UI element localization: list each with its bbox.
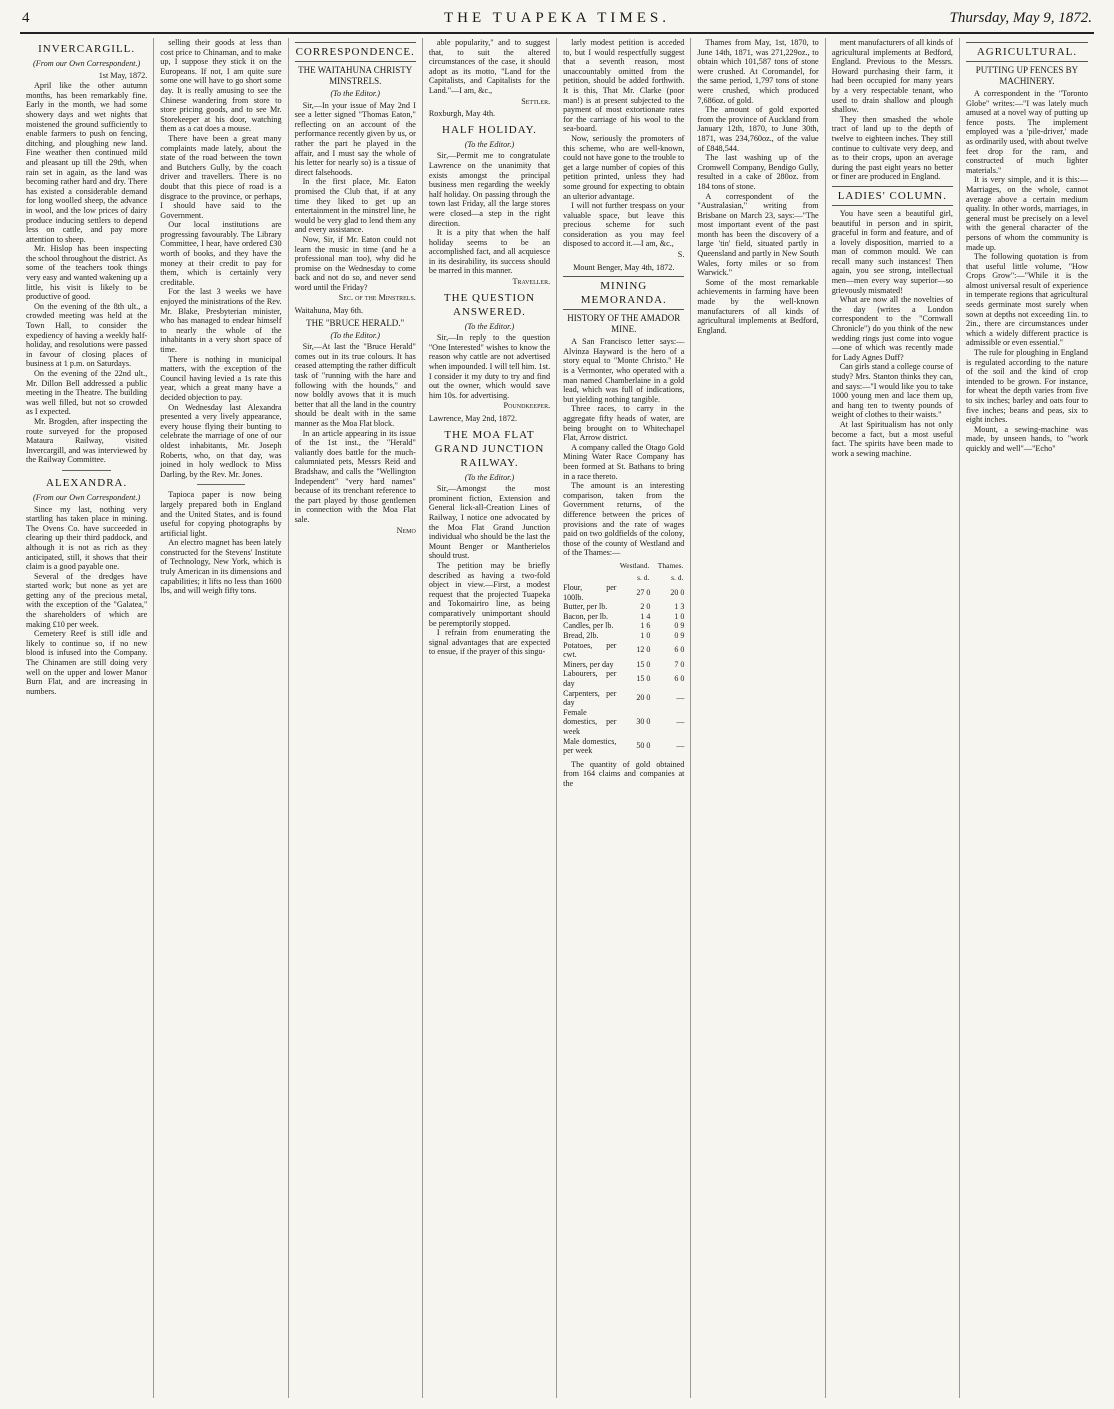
article-heading: ALEXANDRA. <box>46 476 128 489</box>
article-heading: INVERCARGILL. <box>38 43 136 55</box>
paragraph: It is a pity that when the half holiday seems to be an accomplished fact, and all acquiesce in its desirability, its success should be marred in this manner. <box>428 228 551 276</box>
paragraph: What are now all the novelties of the day (writes a London correspondent to the "Cornwall Chronicle") do you think of the new wedding rings just come into vogue—one of which was recently made for Lady Agnes Duff? <box>831 295 953 362</box>
table-cell-item: Female domestics, per week <box>563 707 617 736</box>
table-cell-price: 1 0 <box>674 611 685 621</box>
table-unit <box>563 572 616 584</box>
byline: (From our Own Correspondent.) <box>33 59 141 68</box>
column-1 <box>20 38 154 1398</box>
paragraph: April like the other autumn months, has been remarkably fine. Early in the month, we had some showery days and wet nights that moistened the ground sufficiently to enable farmers to push on fencing, ditching, and ploughing new land. Fine weather then continued mild and pleasant up till the 29th, when rain set in again, as the land was becoming rather hard and dry. There has existed a considerable demand for long woolled sheep, the advance in wool, and the low prices of dairy produce inducing settlers to depend less on cattle, and pay more attention to sheep. <box>26 81 148 244</box>
table-cell-item: Male domestics, per week <box>563 736 617 756</box>
table-cell-item: Potatoes, per cwt. <box>563 640 617 660</box>
table-cell-price: 0 9 <box>674 631 685 641</box>
paragraph: Thames from May, 1st, 1870, to June 14th, 1871, was 271,229oz., to obtain which 101,587 tons of stone were crushed. At Coromandel, for the same period, 1,797 tons of stone were crushed, which produced 7,686oz. of gold. <box>697 38 819 105</box>
paragraph: Sir,—In reply to the question "One Interested" wishes to know the reason why cattle are not advertised when impounded. I will tell him. 1st. I consider it my duty to try and find out the owner, which would save him 10s. for advertising. <box>428 333 551 400</box>
paragraph: The amount is an interesting comparison, taken from the Government returns, of the difference between the prices of provisions and the rate of wages paid on two goldfields of the colony, those of the county of Westland and of the Thames:— <box>563 481 685 558</box>
paragraph: At last Spiritualism has not only become a fact, but a most useful fact. The spirits have been made to work a sewing machine. <box>831 419 953 458</box>
paragraph: Since my last, nothing very startling has taken place in mining. The Ovens Co. have succeeded in clearing up their third paddock, and although it is not as rich as they anticipated, still, it shows that their claim is a good payable one. <box>26 504 148 572</box>
section-heading: CORRESPONDENCE. <box>295 42 416 62</box>
table-cell-price: 15 0 <box>636 659 651 669</box>
paragraph: ment manufacturers of all kinds of agricultural implements at Bedford, England. Previous to the Messrs. Howard purchasing their farm, it had been occupied for many years by a very respectable tenant, who used to drain shallow and plough shallow. <box>831 38 953 115</box>
letter-title: THE "BRUCE HERALD." <box>306 317 405 328</box>
paragraph: You have seen a beautiful girl, beautiful in person and in spirit, graceful in form and feature, and of a lovely disposition, married to a man of common mould. We can recall many such instances! Then again, you see strong, intellectual men—men every way superior—so grievously mismated! <box>831 208 953 295</box>
table-header: Thames. <box>657 560 684 570</box>
dateline: 1st May, 1872. <box>98 70 148 80</box>
table-cell-item: Miners, per day <box>563 659 614 669</box>
to-editor: (To the Editor.) <box>330 330 380 340</box>
paragraph: There is nothing in municipal matters, with the exception of the Council having levied a 1s rate this year, which a great many have a decided objection to pay. <box>160 354 282 402</box>
paragraph: A correspondent in the "Toronto Globe" writes:—"I was lately much amused at a novel way of putting up fence posts. The implement employed was a 'pile-driver,' made as ordinarily used, with about twelve feet drop for the ram, and constructed of much lighter materials." <box>965 89 1088 175</box>
table-cell-price: 15 0 <box>636 674 651 684</box>
paragraph: Mr. Hislop has been inspecting the school throughout the district. As some of the teachers took things very easy and wanted wakening up a little, his visit is likely to be productive of good. <box>26 244 148 302</box>
paragraph: Our local institutions are progressing favourably. The Library Committee, I hear, have ordered £30 worth of books, and they have the money at their credit to pay for them, which is certainly very creditable. <box>160 220 282 287</box>
paragraph: The last washing up of the Cromwell Company, Bendigo Gully, resulted in a cake of 280oz. from 184 tons of stone. <box>697 153 819 191</box>
to-editor: (To the Editor.) <box>464 472 515 482</box>
paragraph: Mr. Brogden, after inspecting the route surveyed for the proposed Mataura Railway, visited Invercargill, and was interviewed by the Railway Committee. <box>26 416 148 465</box>
table-row <box>563 689 684 708</box>
signature: S. <box>677 250 685 260</box>
paragraph: Sir,—Permit me to congratulate Lawrence on the unanimity that exists amongst the principal business men regarding the weekly half holiday. On passing through the town last Friday, all the large stores were closed—a step in the right direction. <box>428 151 551 228</box>
table-units-row <box>563 572 684 584</box>
paragraph: A correspondent of the "Australasian," writing from Brisbane on March 23, says:—"The most important event of the past month has been the discovery of a large 'tin' field, situated partly in Queensland and partly in New South Wales, forty miles or so from Warwick." <box>697 191 819 278</box>
table-cell-price: — <box>676 693 685 703</box>
signature: Settler. <box>521 96 551 106</box>
table-row <box>563 669 684 688</box>
paragraph: On the evening of the 8th ult., a crowded meeting was held at the Town Hall, to consider the expediency of having a weekly half-holiday, and resolutions were passed in favour of closing places of business at 1 p.m. on Saturdays. <box>26 301 148 369</box>
table-row <box>563 660 684 670</box>
letter-title: THE WAITAHUNA CHRISTY MINSTRELS. <box>298 65 413 86</box>
paragraph: A San Francisco letter says:—Alvinza Hayward is the hero of a story equal to "Monte Christo." He is a Vermonter, who operated with a man named Chamberlaine in a gold lead, which was full of indications, but yielding nothing tangible. <box>563 337 685 404</box>
table-cell-price: 30 0 <box>636 717 651 727</box>
table-cell-price: 6 0 <box>674 674 685 684</box>
paragraph: The petition may be briefly described as having a two-fold object in view.—First, a modest request that the projected Tuapeka and Tokomairiro line, as being comparatively unimportant should be peremptorily stopped. <box>428 560 551 628</box>
table-header: Westland. <box>619 560 650 570</box>
signature: Poundkeeper. <box>503 401 551 411</box>
table-cell-price: 1 3 <box>674 602 685 612</box>
table-cell-price: 2 0 <box>640 602 651 612</box>
to-editor: (To the Editor.) <box>464 139 515 149</box>
table-header-row <box>563 560 684 572</box>
paragraph: There have been a great many complaints made lately, about the state of the road between the town and Butchers Gully, by the coach driver and travellers. There is no doubt that this piece of road is a disgrace to the province, or perhaps, I should have said to the Government. <box>160 133 282 220</box>
column-7 <box>826 38 960 1398</box>
signature: Nemo <box>396 525 416 535</box>
paragraph: selling their goods at less than cost price to Chinaman, and to make up, I suppose they stick it on the Europeans. If not, I am quite sure some one will have to go short some day. It is really amusing to see the Chinese wandering from store to store pricing goods, and to see Mr. Storekeeper at his door, watching them as a cat does a mouse. <box>160 38 282 134</box>
table-unit: s. d. <box>671 572 684 582</box>
paragraph: The following quotation is from that useful little volume, "How Crops Grow":—"While it is the almost universal result of experience in temperate regions that agricultural seeds germinate most surely when sown at depths not exceeding 1in. to 2in., there are circumstances under which a widely different practice is admissible or even essential." <box>965 252 1088 348</box>
paragraph: The quantity of gold obtained from 164 claims and companies at the <box>563 759 685 788</box>
to-editor: (To the Editor.) <box>464 321 515 331</box>
table-row <box>563 621 684 631</box>
table-cell-item: Carpenters, per day <box>563 688 617 708</box>
column-3 <box>289 38 423 1398</box>
newspaper-title: THE TUAPEKA TIMES. <box>443 10 671 26</box>
table-row <box>563 641 684 660</box>
paragraph: Now, seriously the promoters of this scheme, who are well-known, could not have gone to the trouble to get a large number of copies of this petition printed, unless they had some ground for expecting to obtain an ulterior advantage. <box>563 133 685 201</box>
paragraph: Three races, to carry in the aggregate fifty heads of water, are being brought on to Whitechapel Flat, Arrow district. <box>563 404 685 443</box>
paragraph: larly modest petition is acceded to, but I would respectfully suggest that a seventh reason, most unaccountably omitted from the petition, should be added forthwith. It is this, That Mr. Clarke (poor man!) is at present subjected to the payment of most extortionate rates for the carriage of his wool to the sea-board. <box>563 38 685 134</box>
masthead <box>20 4 1094 34</box>
paragraph: Some of the most remarkable achievements in farming have been made by the well-known manufacturers of all kinds of agricultural implements at Bedford, England. <box>697 277 819 335</box>
table-cell-item: Bread, 2lb. <box>563 631 599 641</box>
dateline: Mount Benger, May 4th, 1872. <box>573 262 675 272</box>
paragraph: The amount of gold exported from the province of Auckland from January 12th, 1870, to June 30th, 1871, was 234,760oz., of the value of £848,544. <box>697 105 819 153</box>
table-cell-price: 20 0 <box>670 587 685 597</box>
table-cell-price: 0 9 <box>674 621 685 631</box>
table-cell-price: 12 0 <box>636 645 651 655</box>
paragraph: able popularity," and to suggest that, to suit the altered circumstances of the case, it should adopt as its motto, "Land for the Capitalists, and Capitalists for the Land."—I am, &c., <box>428 38 551 95</box>
table-row <box>563 737 684 756</box>
table-cell-price: 1 0 <box>640 631 651 641</box>
paragraph: Can girls stand a college course of study? Mrs. Stanton thinks they can, and says:—"I would like you to take 1000 young men and lace them up, and hang ten to twenty pounds of weight of clothes to their waists." <box>831 362 953 420</box>
paragraph: Sir,—Amongst the most prominent fiction, Extension and General lick-all-Creation Lines of Railway, I notice one advocated by the Moa Flat Grand Junction individual who should be the last the Mount Benger or Mantherielos should trust. <box>428 484 551 561</box>
table-cell-price: 1 6 <box>640 621 651 631</box>
paragraph: I refrain from enumerating the signal advantages that are expected to ensue, if the prayer of this singu- <box>428 628 551 657</box>
section-heading: AGRICULTURAL. <box>966 42 1088 62</box>
table-cell-item: Butter, per lb. <box>563 602 608 612</box>
table-row <box>563 708 684 737</box>
article-heading: HALF HOLIDAY. <box>442 123 537 136</box>
byline: (From our Own Correspondent.) <box>33 492 141 502</box>
section-heading: MINING MEMORANDA. <box>563 276 684 310</box>
paragraph: In the first place, Mr. Eaton promised the Club that, if at any time they liked to get up an entertainment in the minstrel line, he would be very glad to lend them any and every assistance. <box>294 177 416 235</box>
table-row <box>563 631 684 641</box>
table-header <box>563 560 616 572</box>
paragraph: Tapioca paper is now being largely prepared both in England and the United States, and is found useful for copying photographs by artificial light. <box>160 490 282 538</box>
table-cell-price: 20 0 <box>636 693 651 703</box>
paragraph: For the last 3 weeks we have enjoyed the ministrations of the Rev. Mr. Blake, Presbyterian minister, who has managed to endear himself to nearly the whole of the inhabitants in a very short space of time. <box>160 287 282 354</box>
table-row <box>563 583 684 602</box>
price-table <box>563 560 684 756</box>
table-cell-item: Labourers, per day <box>563 669 617 689</box>
signature: Traveller. <box>512 277 551 287</box>
dateline: Waitahuna, May 6th. <box>294 306 364 316</box>
table-cell-item: Flour, per 100lb. <box>563 583 617 602</box>
table-cell-price: 6 0 <box>674 645 685 655</box>
table-cell-price: 1 4 <box>640 611 651 621</box>
paragraph: In an article appearing in its issue of the 1st inst., the "Herald" valiantly does battle for the much-calumniated pets, Messrs Reid and Bradshaw, and calls the "Wellington Independent" "very hard names" because of its trenchant reference to the part played by those gentlemen in connection with the Moa Flat sale. <box>294 428 416 524</box>
paragraph: Cemetery Reef is still idle and likely to continue so, if no new blood is infused into the Company. The Chinamen are still doing very well on the upper and lower Manor Burn Flat, and are increasing in numbers. <box>26 629 148 696</box>
page-number: 4 <box>22 10 30 26</box>
paragraph: It is very simple, and it is this:—Marriages, on the whole, cannot average above a certain medium quality. In other words, marriages, in general must be precisely on a level with the general character of the persons of whom the community is made up. <box>965 175 1088 252</box>
paragraph: I will not further trespass on your valuable space, but leave this precious scheme for such consideration as you may feel disposed to accord it.—I am, &c., <box>563 201 685 249</box>
column-5 <box>557 38 691 1398</box>
signature: Sec. of the Minstrels. <box>338 293 416 303</box>
article-subheading: HISTORY OF THE AMADOR MINE. <box>567 313 681 335</box>
section-heading: LADIES' COLUMN. <box>832 186 953 206</box>
dateline: Roxburgh, May 4th. <box>428 109 496 119</box>
paragraph: Sir,—In your issue of May 2nd I see a letter signed "Thomas Eaton," reflecting on an account of the performance recently given by us, or rather the part he played in the affair, and I must say the whole of his letter for nearly so) is a tissue of direct falsehoods. <box>294 100 416 177</box>
paragraph: Several of the dredges have started work; but none as yet are getting any of the precious metal, with the exception of the "Galatea," the shareholders of which are making £10 per week. <box>26 571 148 629</box>
paragraph: A company called the Otago Gold Mining Water Race Company has been formed at St. Bathans to bring in a race thereto. <box>563 442 685 481</box>
table-cell-item: Candles, per lb. <box>563 621 614 631</box>
divider <box>197 484 246 485</box>
paragraph: An electro magnet has been lately constructed for the Stevens' Institute of Technology, New York, which is truly American in its dimensions and capabilities; it lifts no less than 1600 lbs, and will weigh fifty tons. <box>160 538 282 596</box>
column-6 <box>691 38 825 1398</box>
table-cell-price: 27 0 <box>636 587 651 597</box>
table-row <box>563 612 684 622</box>
table-cell-price: — <box>676 741 685 751</box>
table-row <box>563 602 684 612</box>
paragraph: They then smashed the whole tract of land up to the depth of twelve to eighteen inches. They still continue to cultivate very deep, and as to their crops, upon an average during the past eight years no better or finer are produced in England. <box>831 114 953 182</box>
issue-date: Thursday, May 9, 1872. <box>949 10 1092 26</box>
table-cell-price: 50 0 <box>636 741 651 751</box>
paragraph: Mount, a sewing-machine was made, by unseen hands, to "work quickly and well"—"Echo" <box>965 424 1088 453</box>
article-subheading: PUTTING UP FENCES BY MACHINERY. <box>975 65 1079 86</box>
column-4 <box>423 38 557 1398</box>
table-body <box>563 583 684 756</box>
paragraph: On Wednesday last Alexandra presented a very lively appearance, every house flying their bunting to celebrate the marriage of one of our oldest inhabitants, Mr. Joseph Roberts, who, on that day, was joined in holy wedlock to Miss Darling, by the Rev. Mr. Jones. <box>160 402 282 479</box>
paragraph: Sir,—At last the "Bruce Herald" comes out in its true colours. It has ceased attempting the rather difficult task of "running with the hare and following with the hounds," and now boldly avows that it is much better that all the land in the country should be dealt with in the same manner as the Moa Flat block. <box>294 342 416 428</box>
column-8 <box>960 38 1094 1398</box>
paragraph: The rule for ploughing in England is regulated according to the nature of the soil and the kind of crop intended to be grown. For instance, for wheat the depth varies from five to six inches; barley and oats four to five inches; beans and peas, six to eight inches. <box>965 348 1088 425</box>
table-unit: s. d. <box>637 572 650 582</box>
dateline: Lawrence, May 2nd, 1872. <box>428 414 518 423</box>
table-cell-price: 7 0 <box>674 659 685 669</box>
to-editor: (To the Editor.) <box>330 89 380 98</box>
divider <box>62 470 111 471</box>
article-heading: THE QUESTION ANSWERED. <box>443 291 536 318</box>
table-cell-price: — <box>676 717 685 727</box>
paragraph: Now, Sir, if Mr. Eaton could not learn the music in time (and he a professional man too), why did he promise on the Wednesday to come back and not do so, and never send word until the Friday? <box>294 234 416 292</box>
article-heading: THE MOA FLAT GRAND JUNCTION RAILWAY. <box>434 428 545 469</box>
paragraph: On the evening of the 22nd ult., Mr. Dillon Bell addressed a public meeting in the Theatre. The building was well filled, but not so crowded as I expected. <box>26 369 148 417</box>
column-2 <box>154 38 288 1398</box>
page-columns <box>20 38 1094 1398</box>
table-cell-item: Bacon, per lb. <box>563 611 608 621</box>
